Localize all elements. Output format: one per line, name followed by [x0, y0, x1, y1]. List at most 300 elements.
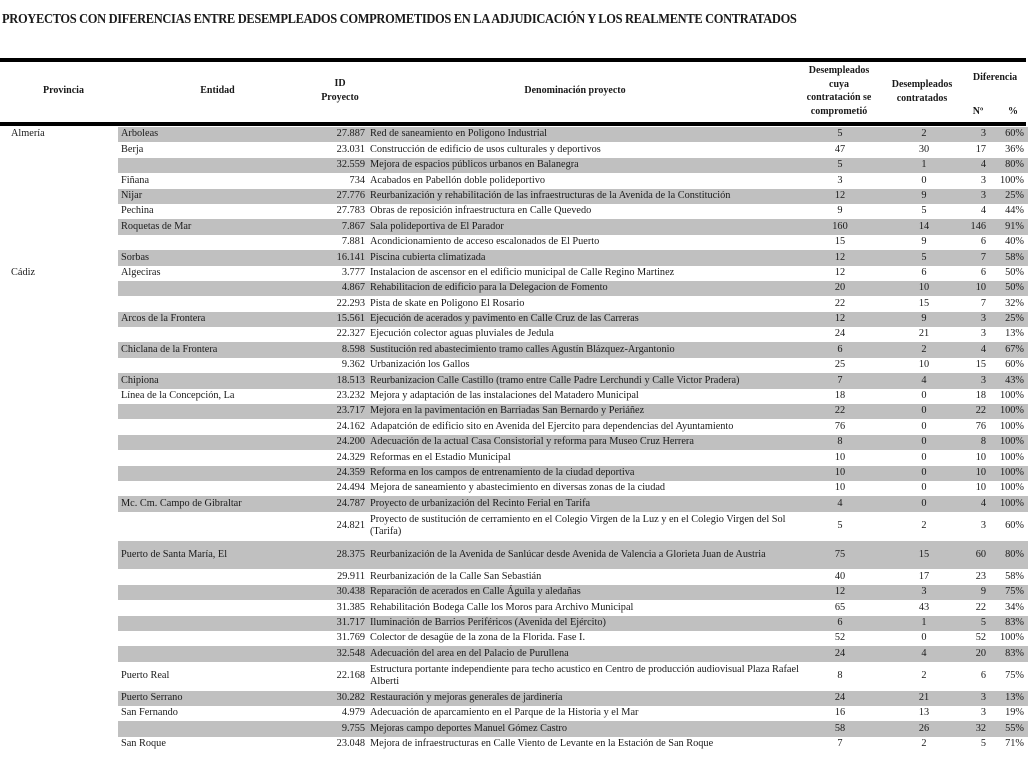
- cell-contratados: 0: [921, 420, 927, 432]
- report-title: PROYECTOS CON DIFERENCIAS ENTRE DESEMPLEADOS COMPROMETIDOS EN LA ADJUDICACIÓN Y LOS REALMENTE CONTRATADOS: [2, 11, 797, 26]
- table-row: [0, 219, 1034, 234]
- table-row: [0, 419, 1034, 434]
- cell-id-proyecto: 4.867: [341, 282, 365, 294]
- cell-denominacion: Piscina cubierta climatizada: [370, 251, 486, 263]
- cell-diferencia-n: 10: [975, 482, 986, 494]
- cell-entidad: [121, 646, 311, 661]
- cell-entidad: Puerto de Santa María, El: [121, 548, 228, 560]
- cell-provincia: [11, 389, 111, 404]
- cell-provincia: [11, 250, 111, 265]
- cell-id-proyecto: 23.031: [336, 143, 365, 155]
- header-contratados: [882, 78, 962, 105]
- cell-diferencia-n: 7: [980, 251, 986, 263]
- cell-diferencia-n: 4: [980, 497, 986, 509]
- table-row: [0, 435, 1034, 450]
- header-comprometidos-l3: contratación se: [806, 92, 872, 103]
- cell-provincia: [11, 481, 111, 496]
- cell-contratados: 15: [918, 548, 930, 560]
- cell-id-proyecto: 9.362: [341, 359, 365, 371]
- cell-contratados: 17: [918, 570, 930, 582]
- cell-entidad: Roquetas de Mar: [121, 220, 192, 232]
- cell-comprometidos: 52: [834, 632, 846, 644]
- cell-denominacion: Adecuación del area en del Palacio de Purullena: [370, 647, 569, 659]
- cell-diferencia-n: 23: [975, 570, 986, 582]
- cell-contratados: 10: [918, 359, 930, 371]
- cell-diferencia-n: 22: [975, 405, 986, 417]
- cell-diferencia-pct: 75%: [1005, 586, 1024, 598]
- header-diferencia: Diferencia: [972, 72, 1018, 83]
- cell-diferencia-n: 10: [975, 282, 986, 294]
- table-row: [0, 358, 1034, 373]
- header-entidad: Entidad: [200, 85, 235, 96]
- cell-denominacion: Sustitución red abastecimiento tramo calles Agustín Blázquez-Argantonio: [370, 343, 675, 355]
- cell-contratados: 14: [918, 220, 930, 232]
- cell-comprometidos: 47: [834, 143, 846, 155]
- cell-entidad: [121, 450, 311, 465]
- cell-contratados: 0: [921, 436, 927, 448]
- table-row: [0, 541, 1034, 570]
- cell-comprometidos: 25: [834, 359, 846, 371]
- cell-provincia: [11, 631, 111, 646]
- cell-comprometidos: 12: [834, 189, 846, 201]
- cell-provincia: [11, 569, 111, 584]
- cell-comprometidos: 5: [837, 128, 843, 140]
- cell-entidad: [121, 721, 311, 736]
- cell-denominacion: Adecuación de la actual Casa Consistorial y reforma para Museo Cruz Herrera: [370, 436, 694, 448]
- table-row: [0, 296, 1034, 311]
- cell-diferencia-n: 52: [975, 632, 986, 644]
- cell-provincia: [11, 373, 111, 388]
- cell-contratados: 9: [921, 236, 927, 248]
- header-provincia: Provincia: [43, 85, 84, 96]
- cell-id-proyecto: 24.162: [336, 420, 365, 432]
- cell-entidad: [121, 631, 311, 646]
- cell-provincia: [11, 219, 111, 234]
- cell-comprometidos: 7: [837, 738, 843, 750]
- cell-contratados: 13: [918, 707, 930, 719]
- cell-diferencia-n: 3: [980, 313, 986, 325]
- cell-diferencia-n: 18: [975, 390, 986, 402]
- cell-provincia: [11, 585, 111, 600]
- cell-contratados: 10: [918, 282, 930, 294]
- table-row: [0, 646, 1034, 661]
- table-row: [0, 600, 1034, 615]
- cell-contratados: 21: [918, 328, 930, 340]
- cell-diferencia-n: 3: [980, 707, 986, 719]
- table-row: [0, 450, 1034, 465]
- cell-denominacion: Restauración y mejoras generales de jardinería: [370, 691, 563, 703]
- cell-comprometidos: 8: [837, 436, 843, 448]
- cell-contratados: 21: [918, 691, 930, 703]
- cell-entidad: [121, 158, 311, 173]
- cell-entidad: Chiclana de la Frontera: [121, 343, 218, 355]
- cell-id-proyecto: 7.881: [341, 236, 365, 248]
- cell-comprometidos: 75: [834, 548, 846, 560]
- cell-contratados: 26: [918, 722, 930, 734]
- header-comprometidos-l2: cuya: [829, 78, 849, 90]
- cell-diferencia-pct: 44%: [1005, 205, 1024, 217]
- table-row: [0, 189, 1034, 204]
- cell-contratados: 0: [921, 390, 927, 402]
- cell-comprometidos: 7: [837, 374, 843, 386]
- cell-id-proyecto: 23.717: [336, 405, 365, 417]
- cell-id-proyecto: 22.293: [336, 297, 365, 309]
- cell-comprometidos: 12: [834, 266, 846, 278]
- table-row: [0, 373, 1034, 388]
- cell-entidad: [121, 435, 311, 450]
- cell-comprometidos: 24: [834, 691, 846, 703]
- cell-comprometidos: 5: [837, 519, 843, 531]
- cell-entidad: Algeciras: [121, 266, 161, 278]
- cell-denominacion: Reurbanización de la Avenida de Sanlúcar desde Avenida de Valencia a Glorieta Juan de Austria: [370, 548, 766, 560]
- cell-provincia: [11, 450, 111, 465]
- cell-diferencia-pct: 100%: [999, 451, 1024, 463]
- cell-contratados: 2: [921, 738, 927, 750]
- cell-comprometidos: 6: [837, 616, 843, 628]
- cell-diferencia-pct: 58%: [1005, 251, 1024, 263]
- cell-comprometidos: 12: [834, 251, 846, 263]
- cell-comprometidos: 22: [834, 297, 846, 309]
- cell-comprometidos: 4: [837, 497, 843, 509]
- cell-comprometidos: 160: [832, 220, 848, 232]
- cell-contratados: 9: [921, 313, 927, 325]
- cell-diferencia-pct: 100%: [999, 405, 1024, 417]
- cell-provincia: [11, 435, 111, 450]
- cell-contratados: 0: [921, 405, 927, 417]
- cell-provincia: [11, 737, 111, 752]
- table-row: [0, 142, 1034, 157]
- cell-comprometidos: 12: [834, 313, 846, 325]
- cell-id-proyecto: 18.513: [336, 374, 365, 386]
- cell-comprometidos: 12: [834, 586, 846, 598]
- header-bottom-rule: [0, 122, 1026, 126]
- cell-entidad: [121, 466, 311, 481]
- cell-comprometidos: 65: [834, 601, 846, 613]
- cell-comprometidos: 22: [834, 405, 846, 417]
- cell-provincia: [11, 466, 111, 481]
- cell-contratados: 1: [921, 616, 927, 628]
- cell-comprometidos: 16: [834, 707, 846, 719]
- cell-entidad: Nijar: [121, 189, 143, 201]
- cell-provincia: [11, 691, 111, 706]
- cell-provincia: [11, 541, 111, 570]
- cell-diferencia-pct: 71%: [1005, 738, 1024, 750]
- cell-entidad: [121, 512, 311, 541]
- cell-diferencia-n: 146: [970, 220, 986, 232]
- header-comprometidos-l1: Desempleados: [808, 65, 870, 76]
- cell-diferencia-pct: 25%: [1005, 189, 1024, 201]
- cell-diferencia-n: 5: [980, 738, 986, 750]
- cell-diferencia-pct: 100%: [999, 497, 1024, 509]
- cell-diferencia-pct: 34%: [1005, 601, 1024, 613]
- cell-entidad: Línea de la Concepción, La: [121, 390, 235, 402]
- cell-entidad: [121, 481, 311, 496]
- cell-id-proyecto: 3.777: [341, 266, 365, 278]
- cell-entidad: [121, 281, 311, 296]
- cell-entidad: Chipiona: [121, 374, 159, 386]
- cell-provincia: [11, 281, 111, 296]
- cell-diferencia-n: 17: [975, 143, 986, 155]
- cell-provincia: [11, 721, 111, 736]
- cell-comprometidos: 10: [834, 466, 846, 478]
- cell-denominacion: Construcción de edificio de usos culturales y deportivos: [370, 143, 601, 155]
- cell-diferencia-n: 7: [980, 297, 986, 309]
- table-row: [0, 737, 1034, 752]
- cell-id-proyecto: 24.494: [336, 482, 365, 494]
- cell-contratados: 0: [921, 497, 927, 509]
- cell-id-proyecto: 24.821: [336, 519, 365, 531]
- table-row: [0, 496, 1034, 511]
- cell-comprometidos: 6: [837, 343, 843, 355]
- cell-entidad: San Fernando: [121, 707, 178, 719]
- cell-diferencia-n: 3: [980, 128, 986, 140]
- cell-diferencia-pct: 83%: [1005, 647, 1024, 659]
- table-row: [0, 466, 1034, 481]
- header-denominacion: Denominación proyecto: [524, 85, 626, 96]
- cell-contratados: 15: [918, 297, 930, 309]
- header-contratados-l2: contratados: [896, 92, 948, 104]
- table-row: [0, 173, 1034, 188]
- table-row: [0, 327, 1034, 342]
- cell-diferencia-n: 32: [975, 722, 986, 734]
- cell-contratados: 4: [921, 374, 927, 386]
- cell-diferencia-pct: 100%: [999, 466, 1024, 478]
- cell-id-proyecto: 8.598: [341, 343, 365, 355]
- cell-id-proyecto: 734: [349, 174, 365, 186]
- cell-id-proyecto: 23.048: [336, 738, 365, 750]
- cell-denominacion: Pista de skate en Poligono El Rosario: [370, 297, 525, 309]
- table-row: [0, 512, 1034, 541]
- cell-denominacion: Red de saneamiento en Poligono Industrial: [370, 128, 548, 140]
- table-row: [0, 250, 1034, 265]
- cell-entidad: Sorbas: [121, 251, 150, 263]
- table-row: [0, 312, 1034, 327]
- cell-denominacion: Mejoras campo deportes Manuel Gómez Castro: [370, 722, 568, 734]
- cell-diferencia-pct: 100%: [999, 390, 1024, 402]
- cell-diferencia-n: 5: [980, 616, 986, 628]
- cell-entidad: Puerto Serrano: [121, 691, 183, 703]
- cell-id-proyecto: 30.438: [336, 586, 365, 598]
- cell-contratados: 30: [918, 143, 930, 155]
- cell-provincia: [11, 173, 111, 188]
- cell-denominacion: Proyecto de urbanización del Recinto Ferial en Tarifa: [370, 497, 591, 509]
- cell-denominacion: Reparación de acerados en Calle Águila y aledañas: [370, 586, 581, 598]
- cell-denominacion: Mejora de infraestructuras en Calle Viento de Levante en la Estación de San Roque: [370, 738, 714, 750]
- table-row: [0, 266, 1034, 281]
- cell-contratados: 0: [921, 451, 927, 463]
- cell-provincia: [11, 404, 111, 419]
- cell-denominacion: Instalacion de ascensor en el edificio municipal de Calle Regino Martinez: [370, 266, 675, 278]
- cell-denominacion: Reforma en los campos de entrenamiento de la ciudad deportiva: [370, 466, 635, 478]
- table-row: [0, 585, 1034, 600]
- cell-diferencia-n: 9: [980, 586, 986, 598]
- cell-id-proyecto: 24.329: [336, 451, 365, 463]
- cell-diferencia-n: 60: [975, 548, 986, 560]
- cell-entidad: [121, 358, 311, 373]
- cell-entidad: San Roque: [121, 738, 166, 750]
- table-row: [0, 569, 1034, 584]
- cell-entidad: [121, 616, 311, 631]
- table-body: [0, 127, 1034, 752]
- cell-provincia: [11, 662, 111, 691]
- cell-denominacion: Rehabilitacion de edificio para la Delegacion de Fomento: [370, 282, 608, 294]
- cell-diferencia-pct: 50%: [1005, 266, 1024, 278]
- cell-id-proyecto: 29.911: [337, 570, 365, 582]
- header-diferencia-n: Nº: [972, 106, 984, 117]
- header-contratados-l1: Desempleados: [891, 79, 953, 90]
- cell-diferencia-pct: 40%: [1005, 236, 1024, 248]
- cell-comprometidos: 24: [834, 647, 846, 659]
- table-row: [0, 616, 1034, 631]
- cell-provincia: [11, 158, 111, 173]
- cell-id-proyecto: 27.776: [336, 189, 365, 201]
- cell-provincia: [11, 342, 111, 357]
- cell-id-proyecto: 4.979: [341, 707, 365, 719]
- cell-provincia: [11, 616, 111, 631]
- cell-diferencia-pct: 50%: [1005, 282, 1024, 294]
- cell-denominacion: Reformas en el Estadio Municipal: [370, 451, 511, 463]
- table-row: [0, 721, 1034, 736]
- cell-provincia: Cádiz: [11, 266, 36, 278]
- cell-denominacion: Urbanización los Gallos: [370, 359, 470, 371]
- header-comprometidos-l4: comprometió: [810, 105, 868, 117]
- cell-diferencia-n: 20: [975, 647, 986, 659]
- cell-diferencia-pct: 83%: [1005, 616, 1024, 628]
- cell-denominacion: Reurbanización de la Calle San Sebastián: [370, 570, 542, 582]
- cell-id-proyecto: 31.717: [336, 616, 365, 628]
- cell-denominacion: Mejora de saneamiento y abastecimiento en diversas zonas de la ciudad: [370, 482, 666, 494]
- cell-diferencia-pct: 55%: [1005, 722, 1024, 734]
- cell-diferencia-pct: 60%: [1005, 359, 1024, 371]
- cell-id-proyecto: 27.783: [336, 205, 365, 217]
- cell-contratados: 9: [921, 189, 927, 201]
- cell-entidad: [121, 600, 311, 615]
- cell-id-proyecto: 32.548: [336, 647, 365, 659]
- header-id-proyecto: [305, 77, 375, 104]
- cell-comprometidos: 9: [837, 205, 843, 217]
- cell-id-proyecto: 28.375: [336, 548, 365, 560]
- cell-comprometidos: 10: [834, 451, 846, 463]
- cell-id-proyecto: 24.787: [336, 497, 365, 509]
- table-row: [0, 342, 1034, 357]
- table-row: [0, 158, 1034, 173]
- cell-provincia: [11, 496, 111, 511]
- cell-diferencia-pct: 100%: [999, 436, 1024, 448]
- cell-diferencia-n: 4: [980, 159, 986, 171]
- cell-comprometidos: 18: [834, 390, 846, 402]
- cell-diferencia-n: 3: [980, 189, 986, 201]
- cell-contratados: 6: [921, 266, 927, 278]
- cell-entidad: [121, 419, 311, 434]
- cell-denominacion: Proyecto de sustitución de cerramiento en el Colegio Virgen de la Luz y en el Colegio Virgen del Sol (Tarifa): [370, 513, 786, 538]
- cell-denominacion: Ejecución de acerados y pavimento en Calle Cruz de las Carreras: [370, 313, 639, 325]
- cell-contratados: 0: [921, 482, 927, 494]
- cell-provincia: [11, 419, 111, 434]
- cell-id-proyecto: 32.559: [336, 159, 365, 171]
- cell-contratados: 0: [921, 632, 927, 644]
- cell-comprometidos: 5: [837, 159, 843, 171]
- cell-diferencia-n: 3: [980, 328, 986, 340]
- cell-diferencia-pct: 13%: [1005, 691, 1024, 703]
- cell-entidad: [121, 327, 311, 342]
- cell-diferencia-pct: 100%: [999, 420, 1024, 432]
- cell-denominacion: Mejora en la pavimentación en Barriadas San Bernardo y Periáñez: [370, 405, 645, 417]
- cell-contratados: 0: [921, 466, 927, 478]
- cell-diferencia-pct: 75%: [1005, 669, 1024, 681]
- table-row: [0, 631, 1034, 646]
- cell-id-proyecto: 31.385: [336, 601, 365, 613]
- cell-comprometidos: 76: [834, 420, 846, 432]
- cell-comprometidos: 20: [834, 282, 846, 294]
- cell-denominacion: Iluminación de Barrios Periféricos (Avenida del Ejército): [370, 616, 606, 628]
- cell-entidad: Berja: [121, 143, 144, 155]
- header-diferencia-pct: %: [1008, 106, 1018, 117]
- cell-diferencia-n: 76: [975, 420, 986, 432]
- cell-diferencia-pct: 32%: [1005, 297, 1024, 309]
- cell-contratados: 5: [921, 205, 927, 217]
- header-comprometidos: [795, 64, 883, 118]
- cell-denominacion: Adapatción de edificio sito en Avenida del Ejercito para dependencias del Ayuntamiento: [370, 420, 734, 432]
- cell-diferencia-n: 10: [975, 466, 986, 478]
- header-id-line2: Proyecto: [321, 91, 359, 103]
- cell-denominacion: Acabados en Pabellón doble polideportivo: [370, 174, 546, 186]
- cell-diferencia-pct: 25%: [1005, 313, 1024, 325]
- cell-diferencia-pct: 36%: [1005, 143, 1024, 155]
- cell-id-proyecto: 23.232: [336, 390, 365, 402]
- cell-denominacion: Reurbanizacion Calle Castillo (tramo entre Calle Padre Lerchundi y Calle Victor Pradera): [370, 374, 740, 386]
- cell-contratados: 2: [921, 669, 927, 681]
- cell-provincia: [11, 600, 111, 615]
- cell-entidad: Puerto Real: [121, 669, 170, 681]
- table-row: [0, 662, 1034, 691]
- cell-provincia: [11, 358, 111, 373]
- cell-diferencia-pct: 13%: [1005, 328, 1024, 340]
- cell-diferencia-n: 8: [980, 436, 986, 448]
- cell-denominacion: Acondicionamiento de acceso escalonados de El Puerto: [370, 236, 600, 248]
- cell-provincia: [11, 646, 111, 661]
- cell-entidad: Fiñana: [121, 174, 150, 186]
- cell-diferencia-n: 6: [980, 266, 986, 278]
- cell-diferencia-pct: 43%: [1005, 374, 1024, 386]
- cell-diferencia-n: 22: [975, 601, 986, 613]
- cell-contratados: 5: [921, 251, 927, 263]
- cell-provincia: [11, 235, 111, 250]
- cell-diferencia-n: 3: [980, 519, 986, 531]
- cell-comprometidos: 40: [834, 570, 846, 582]
- cell-provincia: [11, 706, 111, 721]
- table-row: [0, 706, 1034, 721]
- cell-entidad: [121, 296, 311, 311]
- cell-entidad: [121, 569, 311, 584]
- cell-id-proyecto: 27.887: [336, 128, 365, 140]
- cell-contratados: 1: [921, 159, 927, 171]
- cell-diferencia-n: 3: [980, 691, 986, 703]
- cell-entidad: Mc. Cm. Campo de Gibraltar: [121, 497, 242, 509]
- cell-diferencia-pct: 60%: [1005, 519, 1024, 531]
- cell-contratados: 3: [921, 586, 927, 598]
- cell-id-proyecto: 24.200: [336, 436, 365, 448]
- cell-contratados: 0: [921, 174, 927, 186]
- cell-diferencia-n: 4: [980, 343, 986, 355]
- cell-diferencia-pct: 67%: [1005, 343, 1024, 355]
- table-row: [0, 281, 1034, 296]
- cell-diferencia-pct: 100%: [999, 482, 1024, 494]
- cell-entidad: [121, 235, 311, 250]
- cell-contratados: 2: [921, 519, 927, 531]
- table-row: [0, 204, 1034, 219]
- cell-diferencia-n: 3: [980, 374, 986, 386]
- cell-diferencia-pct: 19%: [1005, 707, 1024, 719]
